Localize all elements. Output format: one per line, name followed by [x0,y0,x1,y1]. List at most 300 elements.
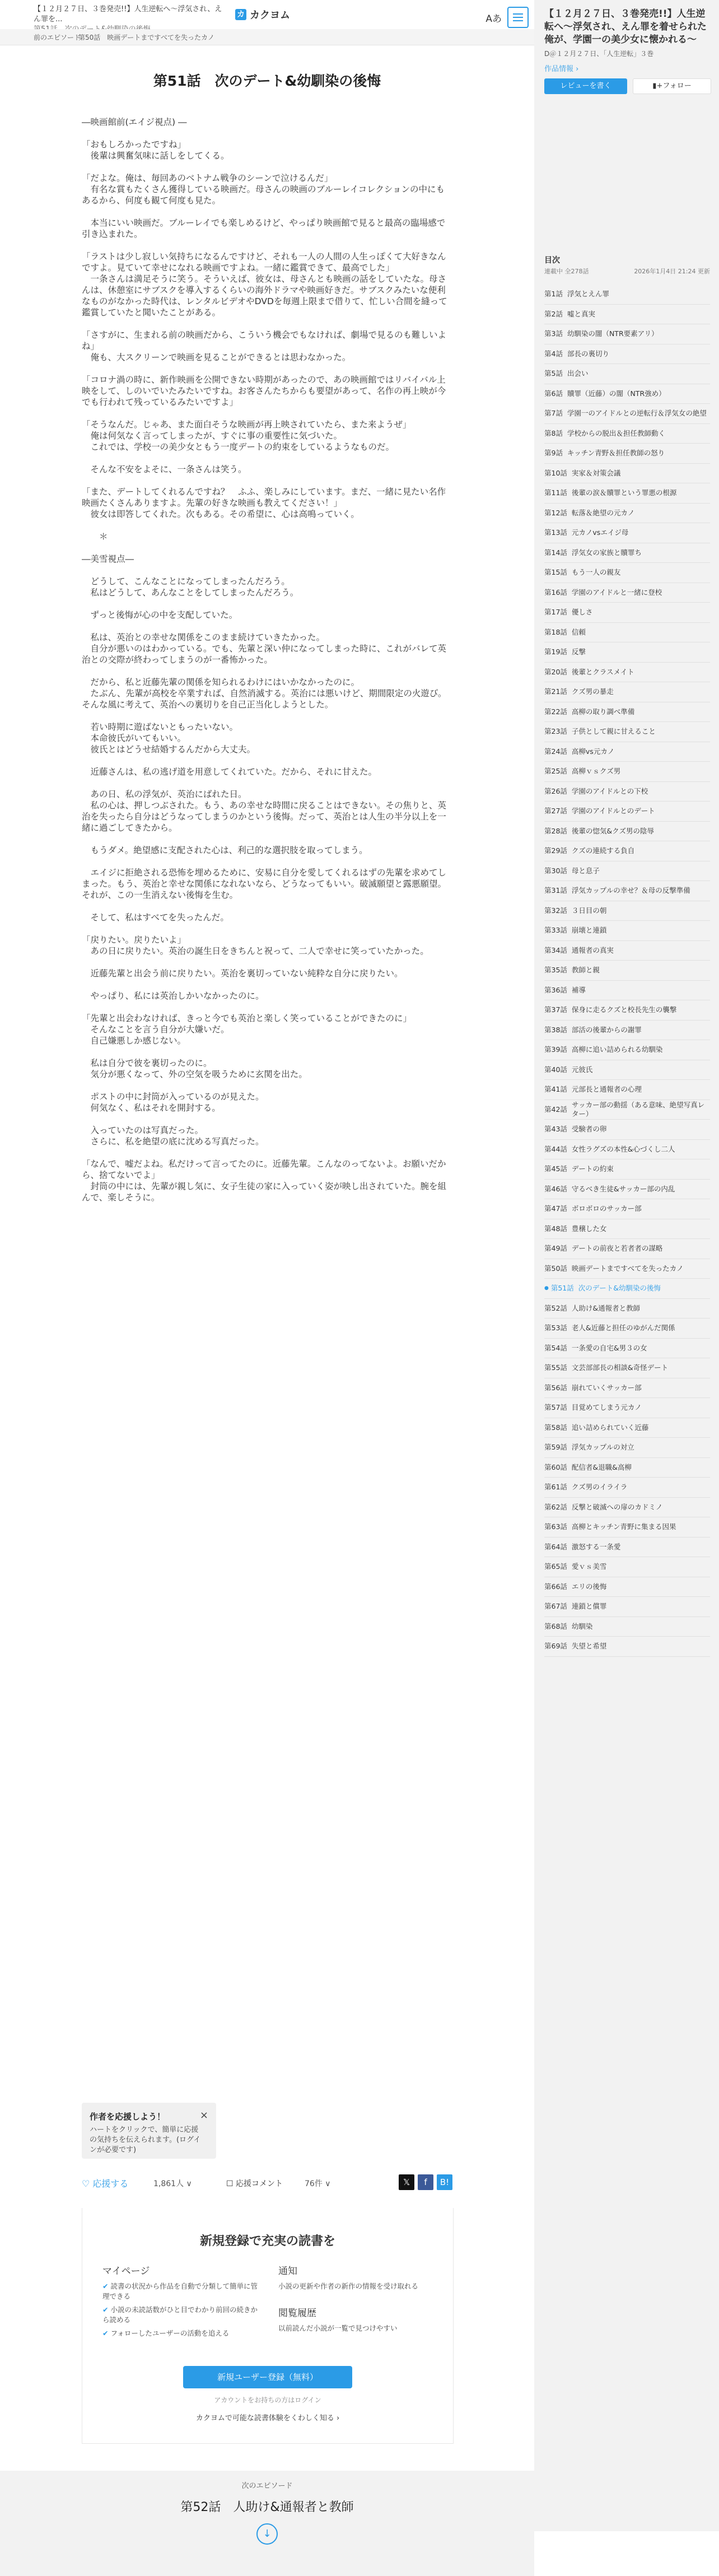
body-paragraph: 「先輩と出会わなければ、きっと今でも英治と楽しく笑っていることができたのに」 [82,1013,412,1023]
toc-item[interactable] [544,1040,710,1060]
body-paragraph: 近藤さんは、私の逃げ道を用意してくれていた。だから、それに甘えた。 [82,767,377,777]
toc-item-number: 第18話 [544,627,567,636]
toc-item[interactable] [544,384,710,404]
body-paragraph: 何気なく、私はそれを開封する。 [82,1103,221,1113]
toc-item-title: クズの連続する負自 [571,846,635,855]
body-paragraph: 「コロナ渦の時に、新作映画を公開できない時期があったので、あの映画館ではリバイバル上映をして、しのいでいたみたいですね。お客さんたちからも要望があって、名作の再上映が今でも行われて残っているみたいですよ」 [82,375,446,407]
register-panel [82,2208,454,2444]
body-paragraph: 若い時期に遊ばないともったいない。 [82,722,239,732]
login-link[interactable]: アカウントをお持ちの方はログイン [214,2396,321,2404]
arrow-down-icon[interactable]: ↓ [256,2523,278,2545]
body-paragraph: 「また、デートしてくれるんですね？ ふふ、楽しみにしています。まだ、一緒に見たい名作映画たくさんありますよ。先輩の好きな映画も教えてください！」 [82,487,446,508]
body-paragraph: 「なんで、嘘だよね。私だけって言ってたのに。近藤先輩。こんなのってないよ。お願いだから、捨てないでよ」 [82,1159,446,1180]
body-paragraph: 「さすがに、生まれる前の映画だから、こういう機会でもなければ、劇場で見るのも難しいよね」 [82,330,447,351]
toc-item[interactable] [544,523,710,543]
body-paragraph [82,598,452,609]
body-paragraph: もうダメ。絶望感に支配された心は、利己的な選択肢を取ってしまう。 [82,845,368,855]
toc-item-title: 転落＆絶望の元カノ [571,508,635,517]
body-paragraph: 近藤先輩と出会う前に戻りたい。英治を裏切っていない純粋な自分に戻りたい。 [82,968,403,979]
prev-episode-title[interactable]: 第50話 映画デートまですべてを失ったカノ [78,34,215,41]
body-paragraph: 入っていたのは写真だった。 [82,1125,204,1135]
toc-item-number: 第8話 [544,428,563,437]
toc-item-number: 第62話 [544,1502,567,1511]
toc-item-number: 第34話 [544,945,567,954]
body-paragraph: 「戻りたい。戻りたいよ」 [82,935,186,945]
toc-item-title: 後輩とクラスメイト [571,667,634,676]
logo-icon: カ [235,9,246,20]
toc-item-title: デートの約束 [571,1164,614,1173]
toc-item-title: 受験者の卵 [571,1125,607,1134]
other-features [278,2263,435,2347]
share-buttons [395,2174,452,2190]
toc-item-title: 高柳とキッチン青野に集まる因果 [571,1522,676,1531]
toc-item-number: 第20話 [544,667,567,676]
episode-body [82,117,452,1203]
toc-item-title: 出会い [567,369,589,378]
mypage-heading: マイページ [102,2266,150,2277]
toc-item-number: 第9話 [544,449,563,458]
feature-item: ✔ 読書の状況から作品を自動で分類して簡単に管理できる [102,2281,259,2302]
body-paragraph: 自分が悪いのはわかっている。でも、先輩と深い仲になってしまった時に、これがバレて英治との交際が終わってしまうのが一番怖かった。 [82,644,447,665]
toc-item[interactable] [544,483,710,504]
toc-item-number: 第2話 [544,309,563,318]
support-body: ハートをクリックで、簡単に応援の気持ちを伝えられます。(ログインが必要です) [90,2126,201,2154]
toc-item-number: 第4話 [544,349,563,358]
toc-item-title: 配信者&退職&高柳 [571,1462,632,1471]
history-heading: 閲覧履歴 [278,2308,316,2319]
body-paragraph: 「おもしろかったですね」 [82,139,186,150]
toc-item[interactable] [544,1438,710,1458]
toc-item[interactable] [544,1557,710,1577]
toc-item-title: 優しさ [571,608,593,617]
x-share-icon[interactable]: 𝕏 [399,2174,414,2190]
toc-item-number: 第11話 [544,488,567,497]
toc-item-title: 女性ラグズの本性&心づくし二人 [571,1144,675,1153]
toc-item-number: 第1話 [544,290,563,299]
toc-item-title: 保身に走るクズと校長先生の襲撃 [571,1005,677,1014]
body-paragraph: 私は、英治との幸せな関係をこのまま続けていきたかった。 [82,632,325,642]
toc-item-title: 学園のアイドルとのデート [571,807,655,816]
toc-item[interactable] [544,1279,710,1299]
toc-item-title: 学園のアイドルとの下校 [571,786,648,795]
next-episode-label: 次のエピソード [241,2482,293,2490]
toc-item-title: 一条愛の自宅&男３の女 [571,1343,647,1352]
body-paragraph [82,856,452,867]
toc-item[interactable] [544,1319,710,1339]
toc-item[interactable] [544,961,710,981]
kakuyomu-logo[interactable] [235,7,290,22]
toc-item[interactable] [544,1180,710,1200]
toc-item-title: 元彼氏 [571,1065,593,1074]
toc-item[interactable] [544,881,710,901]
toc-item-title: 元部長と通報者の心理 [571,1085,642,1094]
toc-item-title: 学園のアイドルと一緒に登校 [571,588,662,597]
toc-updated: 2026年1月4日 21:24 更新 [634,268,710,275]
toc-item[interactable] [544,1478,710,1498]
toc-item-title: もう一人の親友 [571,568,621,577]
toc-item-number: 第26話 [544,786,567,795]
body-paragraph: たぶん、先輩が高校を卒業すれば、自然消滅する。英治には悪いけど、期間限定の火遊び。そんな風に考えて、英治への裏切りを自己正当化しようとした。 [82,688,447,710]
toc-item-number: 第67話 [544,1602,567,1611]
toc-item-title: 高柳vs元カノ [571,747,615,756]
toc-item-number: 第7話 [544,409,563,418]
toc-item-number: 第63話 [544,1522,567,1531]
body-paragraph [82,475,452,486]
toc-item-title: 崩壊と連鎖 [571,926,607,935]
toc-item-number: 第31話 [544,886,567,895]
toc-item-number: 第27話 [544,807,567,816]
toc-item-title: 連鎖と償罪 [571,1602,607,1611]
notice-heading: 通知 [278,2266,297,2277]
toc-item[interactable] [544,464,710,484]
body-paragraph [82,161,452,173]
toc-item-number: 第53話 [544,1324,567,1333]
toc-item-title: 補導 [571,985,586,994]
toc-item-number: 第42話 [544,1105,567,1114]
toc-item[interactable] [544,285,710,305]
toc-item[interactable] [544,782,710,802]
comment-count[interactable]: 76件 ∨ [305,2179,331,2188]
toc-item[interactable] [544,901,710,921]
toc-item-title: 子供として親に甘えること [571,727,656,736]
toc-item[interactable] [544,722,710,742]
toc-item-number: 第61話 [544,1483,567,1492]
toc-item-title: ボロボロのサッカー部 [571,1204,642,1213]
toc-item-number: 第6話 [544,389,563,398]
toc-status: 連載中 全278話 [544,268,589,275]
toc-item-title: 高柳の取り調べ準備 [571,707,635,716]
font-settings-button[interactable]: Aあ [485,13,502,25]
toc-item[interactable] [544,1398,710,1418]
body-paragraph: 後輩は興奮気味に話しをしてくる。 [82,151,230,161]
toc-item[interactable] [544,504,710,524]
toc-item-number: 第12話 [544,508,567,517]
toc-item[interactable] [544,1021,710,1041]
toc-item[interactable] [544,1239,710,1259]
toc-item[interactable] [544,1358,710,1378]
body-paragraph: エイジに拒絶される恐怖を埋めるために、安易に自分を愛してくれるはずの先輩を求めてしまった。もう、英治と幸せな関係になれないなら、どうなってもいい。破滅願望と露悪願望。それが、この一生消えない後悔を生む。 [82,868,447,900]
toc-item-number: 第13話 [544,528,567,537]
toc-item[interactable] [544,861,710,882]
toc-item-number: 第47話 [544,1204,567,1213]
brand-name: カクヨム [250,10,290,21]
toc-item[interactable] [544,1100,710,1120]
toc-item[interactable] [544,742,710,762]
toc-item[interactable] [544,1080,710,1100]
body-paragraph: ―映画館前(エイジ視点) ― [82,117,187,127]
toc-item-number: 第65話 [544,1562,567,1571]
toc-item[interactable] [544,623,710,643]
toc-item[interactable] [544,642,710,663]
body-paragraph: 本当にいい映画だ。ブルーレイでも楽しめるけど、やっぱり映画館で見ると最高の臨場感で引き込まれた。 [82,218,446,239]
feature-item: ✔ フォローしたユーザーの活動を追える [102,2328,259,2339]
toc-item[interactable] [544,1120,710,1140]
toc-item-title: 高柳ｖｓクズ男 [571,767,621,776]
toc-item-number: 第52話 [544,1303,567,1312]
comment-button[interactable]: ☐ 応援コメント [226,2179,283,2188]
toc-item-number: 第43話 [544,1125,567,1134]
toc-item-number: 第23話 [544,727,567,736]
facebook-share-icon[interactable]: f [418,2174,433,2190]
toc-item[interactable] [544,1219,710,1240]
toc-item-title: 反撃 [571,648,586,656]
toc-item-title: ３日目の朝 [571,906,607,915]
toc-item-number: 第22話 [544,707,567,716]
body-paragraph [82,206,452,217]
toc-item-title: 浮気女の家族と贖罪ち [571,548,642,557]
toc-item-number: 第50話 [544,1264,567,1273]
toc-item[interactable] [544,1577,710,1597]
toc-item[interactable] [544,1000,710,1021]
toc-item-title: 浮気カップルの対立 [571,1443,634,1452]
toc-item-title: 幼馴染 [571,1622,593,1631]
toc-item[interactable] [544,583,710,603]
toc-item[interactable] [544,1199,710,1219]
body-paragraph [82,923,452,934]
body-paragraph [82,318,452,329]
work-title [544,8,712,60]
body-paragraph [82,833,452,845]
toc-item-number: 第54話 [544,1343,567,1352]
toc-item[interactable] [544,822,710,842]
toc-item[interactable] [544,1517,710,1538]
body-paragraph: 気分が悪くなって、外の空気を吸うために玄関を出た。 [82,1069,307,1079]
episode-title: 第51話 次のデート&幼馴染の後悔 [153,73,381,89]
body-paragraph [82,363,452,374]
toc-item-number: 第48話 [544,1224,567,1233]
toc-item[interactable] [544,1339,710,1359]
toc-item-title: 部活の後輩からの謝罪 [571,1025,642,1034]
cheer-button[interactable]: ♡ 応援する [82,2178,129,2189]
toc-item[interactable] [544,762,710,782]
toc-item-title: 老人&近藤と担任のゆがんだ関係 [571,1324,675,1333]
toc-item-title: 映画デートまですべてを失ったカノ [571,1264,684,1273]
toc-item-title: エリの後悔 [571,1582,607,1591]
toc-item-number: 第64話 [544,1542,567,1551]
toc-item-title: 元カノvsエイジ母 [571,528,629,537]
body-paragraph: 私はどうして、あんなことをしてしまったんだろう。 [82,588,299,598]
toc-item[interactable] [544,344,710,365]
toc-item-number: 第55話 [544,1363,567,1372]
body-paragraph: だから、私と近藤先輩の関係を知られるわけにはいかなかったのに。 [82,677,360,687]
body-paragraph [82,777,452,789]
follow-button[interactable]: ▮+フォロー [633,78,711,94]
toc-item-title: クズ男のイライラ [571,1483,628,1492]
toc-item-number: 第19話 [544,648,567,656]
close-icon[interactable]: × [199,2109,208,2121]
body-paragraph: 封筒の中には、先輩が親し気に、女子生徒の家に入っていく姿が映し出されていた。腕を組んで、楽しそうに。 [82,1181,447,1203]
toc-item-title: 嘘と真実 [567,309,595,318]
body-paragraph [82,1001,452,1013]
toc-item-title: 幼馴染の闇（NTR要素アリ） [567,329,659,338]
register-title: 新規登録で充実の読書を [199,2234,335,2248]
toc-item[interactable] [544,921,710,941]
support-prompt [82,2103,216,2159]
episode-main [0,45,534,2540]
toc-item[interactable] [544,1299,710,1319]
toc-item[interactable] [544,663,710,683]
toc-item[interactable] [544,981,710,1001]
toc-item-title: 部長の裏切り [567,349,609,358]
toc-item-title: 高柳に追い詰められる幼馴染 [571,1045,663,1054]
toc-item-title: 追い詰められていく近藤 [571,1423,649,1432]
toc-item-title: 浮気とえん罪 [567,290,609,299]
notice-desc: 小説の更新や作者の新作の情報を受け取れる [278,2282,419,2290]
toc-item-title: 後輩の惚気&クズ男の陰辱 [571,826,655,835]
body-paragraph [82,665,452,677]
toc-item-number: 第24話 [544,747,567,756]
body-paragraph: 自己嫌悪しか感じない。 [82,1036,186,1046]
body-paragraph [82,453,452,464]
toc-item-title: 守るべき生徒&サッカー部の内乱 [571,1184,675,1193]
menu-toggle-button[interactable] [507,7,529,28]
toc-item[interactable] [544,702,710,723]
toc-item[interactable] [544,324,710,344]
feature-item: ✔ 小説の未読話数がひと目でわかり前回の続きから読める [102,2305,259,2325]
body-paragraph: ポストの中に封筒が入っているのが見えた。 [82,1092,264,1102]
body-paragraph [82,565,452,576]
toc-item-number: 第32話 [544,906,567,915]
toc-item-number: 第15話 [544,568,567,577]
toc-item[interactable] [544,1538,710,1558]
body-paragraph [82,1080,452,1091]
body-paragraph: 「そうなんだ。じゃあ、また面白そうな映画が再上映されていたら、また来ようぜ」 [82,420,412,430]
toc-item-number: 第45話 [544,1164,567,1173]
toc-item[interactable] [544,1418,710,1438]
toc-item[interactable] [544,543,710,563]
toc-item[interactable] [544,941,710,961]
toc-item[interactable] [544,1259,710,1279]
toc-item-number: 第16話 [544,588,567,597]
toc-item[interactable] [544,1498,710,1518]
toc-item-number: ● 第51話 [550,1284,574,1293]
toc-item[interactable] [544,404,710,424]
work-title-text[interactable]: 【１２月２７日、３巻発売!!】人生逆転へ〜浮気され、えん罪を着せられた俺が、学園一の美少女に懐かれる〜 [544,8,707,45]
next-episode-area [0,2471,534,2576]
toc-item-title: 激怒する一条愛 [571,1542,621,1551]
toc-list [544,285,710,1657]
toc-item-number: 第38話 [544,1025,567,1034]
toc-item-number: 第46話 [544,1184,567,1193]
toc-item-number: 第44話 [544,1144,567,1153]
toc-item[interactable] [544,563,710,583]
toc-item-title: 母と息子 [571,866,600,875]
sidebar [534,0,719,2531]
write-review-button[interactable]: レビューを書く [544,78,627,94]
toc-item-number: 第29話 [544,846,567,855]
support-title: 作者を応援しよう！ [90,2112,166,2122]
body-paragraph: 有名な賞もたくさん獲得している映画だ。母さんの映画のブルーレイコレクションの中にもあるから、何度も観て何度も見た。 [82,184,445,206]
toc-item[interactable] [544,682,710,702]
toc-item-number: 第36話 [544,985,567,994]
toc-item[interactable] [544,1378,710,1399]
toc-item-number: 第49話 [544,1244,567,1253]
toc-item[interactable] [544,1617,710,1637]
toc-item-title: 愛ｖｓ美雪 [571,1562,607,1571]
toc-item-number: 第14話 [544,548,567,557]
next-episode-title[interactable]: 第52話 人助け&通報者と教師 [180,2500,354,2514]
body-paragraph: 私の心は、押しつぶされた。もう、あの幸せな時間に戻ることはできない。その焦りと、英治を失ったら自分はどうなってしまうのかという後悔。だって、英治とは人生の半分以上を一緒に過ごしてきたから。 [82,800,447,833]
body-paragraph: やっぱり、私には英治しかいなかったのに。 [82,991,264,1001]
episode-subnav [0,29,534,45]
body-paragraph [82,901,452,912]
toc-item-number: 第30話 [544,866,567,875]
toc-item[interactable] [544,841,710,861]
hatena-share-icon[interactable]: B! [437,2174,452,2190]
toc-item-title: 反撃と破滅への扉のカドミノ [571,1502,663,1511]
toc-item-number: 第37話 [544,1005,567,1014]
toc-item-title: 学園一のアイドルとの逆転行＆浮気女の絶望 [567,409,707,418]
body-paragraph: ずっと後悔が心の中を支配していた。 [82,610,238,620]
toc-item-title: 浮気カップルの幸せ？＆母の反撃準備 [571,886,690,895]
toc-item[interactable] [544,603,710,623]
body-paragraph: あの日、私の浮気が、英治にばれた日。 [82,789,247,799]
toc-item[interactable] [544,1458,710,1478]
body-paragraph: 一条さんは満足そうに笑う。そういえば、彼女は、母さんとも映画の話をしていたな。母さんは、休憩室にサブスクを導入するくらいの海外ドラマや映画好きだ。サブスクみたいな便利なものがなかった時代は、レンタルビデオやDVDを毎週上限まで借りて、忙しい合間を縫って鑑賞していたと聞いたことがある。 [82,274,447,318]
toc-item[interactable] [544,1597,710,1617]
toc-item-number: 第56話 [544,1383,567,1392]
toc-item-title: 豊穣した女 [571,1224,607,1233]
toc-item[interactable] [544,1140,710,1160]
toc-item-title: 人助け&通報者と教師 [571,1303,641,1312]
toc-item[interactable] [544,1060,710,1080]
work-info-link[interactable]: 作品情報 › [544,65,579,73]
header-title-line[interactable]: 【１２月２７日、３巻発売!!】人生逆転へ〜浮気され、えん罪を... [34,5,222,24]
toc-item-title: 実家＆対策会議 [571,468,621,477]
toc-item-number: 第35話 [544,966,567,975]
body-paragraph: 本命彼氏がいてもいい。 [82,733,186,743]
toc-item[interactable] [544,424,710,444]
signup-button[interactable]: 新規ユーザー登録（無料） [183,2366,352,2388]
toc-item[interactable] [544,305,710,325]
body-paragraph: 「ラストは少し寂しい気持ちになるんですけど、それも一人の人間の人生っぽくて大好きなんですよ。見ていて幸せになれる映画ですよね。一緒に鑑賞できて、最高でした」 [82,251,446,273]
body-paragraph [82,1147,452,1158]
toc-item[interactable] [544,444,710,464]
toc-item[interactable] [544,1159,710,1180]
body-paragraph: 彼女は即答してくれた。次もある。その希望に、心は高鳴っていく。 [82,509,360,519]
body-paragraph: さらに、私を絶望の底に沈める写真だった。 [82,1136,264,1147]
toc-item-number: 第17話 [544,608,567,617]
toc-item-number: 第66話 [544,1582,567,1591]
learn-more-link[interactable]: カクヨムで可能な読書体験をくわしく知る › [195,2414,340,2423]
action-bar [82,2174,452,2191]
body-paragraph: ＊ [82,532,108,542]
toc-item[interactable] [544,802,710,822]
body-paragraph: 「だよな。俺は、毎回あのベトナム戦争のシーンで泣けるんだ」 [82,173,333,183]
body-paragraph [82,957,452,968]
prev-episode-link[interactable]: 前のエピソード [34,34,81,41]
toc-item-title: 通報者の真実 [571,945,614,954]
toc-item-number: 第39話 [544,1045,567,1054]
body-paragraph [82,128,452,139]
body-paragraph [82,1114,452,1125]
toc-item-title: デートの前夜と若者者の謀略 [571,1244,663,1253]
toc-heading: 目次 [544,256,560,265]
toc-item-title: 次のデート&幼馴染の後悔 [578,1284,661,1293]
cheer-count[interactable]: 1,861人 ∨ [153,2179,192,2188]
toc-item[interactable] [544,1637,710,1657]
toc-item-title: キッチン青野＆担任教師の怒り [567,449,665,458]
toc-item[interactable] [544,364,710,384]
mypage-features [102,2263,259,2342]
body-paragraph: 彼氏とはどうせ結婚するんだから大丈夫。 [82,744,256,754]
body-paragraph: 俺も、大スクリーンで映画を見ることができるとは思わなかった。 [82,352,351,362]
toc-item-number: 第57話 [544,1403,567,1412]
body-paragraph: そんな不安をよそに、一条さんは笑う。 [82,464,247,474]
author-catch: D＠１２月２７日、「人生逆転」３巻 [544,50,654,58]
body-paragraph [82,240,452,251]
body-paragraph [82,710,452,721]
